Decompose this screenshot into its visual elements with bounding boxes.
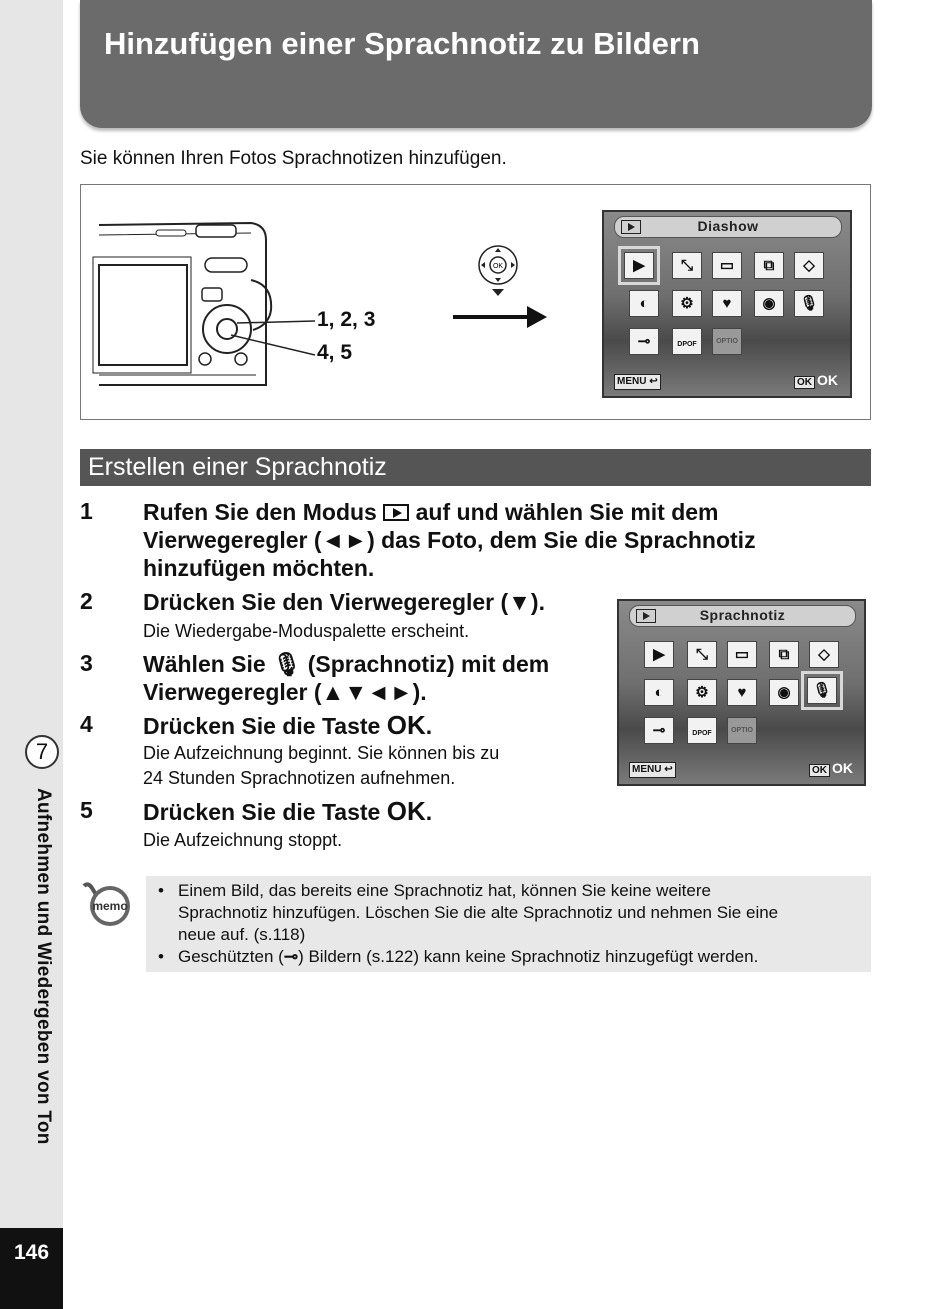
cropping-icon: ▭ — [727, 641, 757, 668]
frame-composite-icon: ♥ — [727, 679, 757, 706]
ok-button-glyph: OK — [386, 796, 426, 826]
chapter-title: Aufnehmen und Wiedergeben von Ton — [33, 788, 54, 1145]
step-4-desc: Die Aufzeichnung beginnt. Sie können bis zu 24 Stunden Sprachnotizen aufnehmen. — [143, 743, 500, 788]
playback-mode-icon — [383, 504, 409, 521]
figure-box — [80, 184, 871, 420]
screen-sprachnotiz — [617, 599, 866, 786]
red-eye-icon: ◉ — [754, 290, 784, 317]
camera-back-illustration — [81, 185, 381, 419]
chapter-number: 7 — [25, 735, 59, 769]
voice-memo-icon: 🎙 — [807, 677, 837, 704]
step-3-number: 3 — [80, 650, 93, 676]
page-header — [80, 0, 872, 128]
memo-bullet-1: • Einem Bild, das bereits eine Sprachnotiz hat, können Sie keine weitere Sprachnotiz hinzufügen. Löschen Sie die alte Sprachnotiz und nehmen Sie eine neue auf. (s.118) — [158, 880, 865, 946]
page-number: 146 — [0, 1228, 63, 1309]
step-4-title: Drücken Sie die Taste OK. — [143, 710, 433, 740]
cropping-icon: ▭ — [712, 252, 742, 279]
memo-box — [146, 876, 871, 972]
voice-memo-icon: 🎙 — [794, 290, 824, 317]
slideshow-icon: ▶ — [644, 641, 674, 668]
memo-bullet-2: • Geschützten (⊸) Bildern (s.122) kann keine Sprachnotiz hinzugefügt werden. — [158, 946, 865, 968]
digital-filter-icon: ◐ — [644, 679, 674, 706]
step-2-title: Drücken Sie den Vierwegeregler (▼). — [143, 589, 545, 615]
menu-button-label: MENU ↩ — [614, 374, 661, 390]
frame-composite-icon: ♥ — [712, 290, 742, 317]
step-2-desc: Die Wiedergabe-Moduspalette erscheint. — [143, 621, 470, 641]
brightness-filter-icon: ⚙ — [687, 679, 717, 706]
screen-titlebar — [614, 216, 842, 238]
four-way-controller-icon — [476, 243, 520, 297]
step-5-desc: Die Aufzeichnung stoppt. — [143, 830, 343, 850]
protect-key-icon: ⊸ — [629, 328, 659, 355]
step-1-title: Rufen Sie den Modus auf und wählen Sie mit dem Vierwegeregler (◄►) das Foto, dem Sie die Sprachnotiz hinzufügen möchten. — [143, 499, 756, 581]
arrow-right-icon — [451, 302, 551, 332]
image-copy-icon: ⧉ — [769, 641, 799, 668]
dpof-icon: DPOF — [672, 328, 702, 355]
ok-button-label: OK OK — [809, 760, 853, 776]
menu-button-label: MENU ↩ — [629, 762, 676, 778]
callout-steps-1-2-3: 1, 2, 3 — [317, 308, 376, 331]
screen-title: Diashow — [697, 218, 759, 234]
callout-steps-4-5: 4, 5 — [317, 341, 353, 364]
step-1-number: 1 — [80, 498, 93, 524]
rotate-icon: ◇ — [794, 252, 824, 279]
image-copy-icon: ⧉ — [754, 252, 784, 279]
memo-icon — [80, 880, 136, 930]
protect-key-icon: ⊸ — [644, 717, 674, 744]
section-title: Erstellen einer Sprachnotiz — [80, 449, 871, 486]
screen-title: Sprachnotiz — [699, 607, 786, 623]
screen-titlebar — [629, 605, 856, 627]
step-2-number: 2 — [80, 588, 93, 614]
step-5-title: Drücken Sie die Taste OK. — [143, 796, 433, 826]
intro-text: Sie können Ihren Fotos Sprachnotizen hinzufügen. — [80, 148, 507, 169]
screen-diashow — [602, 210, 852, 398]
resize-icon: ⤡ — [687, 641, 717, 668]
ok-button-glyph: OK — [386, 710, 426, 740]
ok-button-label: OK OK — [794, 372, 838, 388]
svg-text:memo: memo — [92, 899, 128, 913]
protect-key-icon: ⊸ — [283, 947, 299, 966]
step-4-number: 4 — [80, 711, 93, 737]
brightness-filter-icon: ⚙ — [672, 290, 702, 317]
red-eye-icon: ◉ — [769, 679, 799, 706]
slideshow-icon: ▶ — [624, 252, 654, 279]
dpof-icon: DPOF — [687, 717, 717, 744]
start-up-screen-icon: OPTIO — [712, 328, 742, 355]
step-5-number: 5 — [80, 797, 93, 823]
page-title: Hinzufügen einer Sprachnotiz zu Bildern — [104, 26, 700, 61]
start-up-screen-icon: OPTIO — [727, 717, 757, 744]
digital-filter-icon: ◐ — [629, 290, 659, 317]
step-3-title: Wählen Sie 🎙 (Sprachnotiz) mit dem Vierwegeregler (▲▼◄►). — [143, 651, 550, 705]
svg-text:OK: OK — [492, 263, 504, 270]
rotate-icon: ◇ — [809, 641, 839, 668]
resize-icon: ⤡ — [672, 252, 702, 279]
voice-memo-icon: 🎙 — [272, 651, 302, 677]
